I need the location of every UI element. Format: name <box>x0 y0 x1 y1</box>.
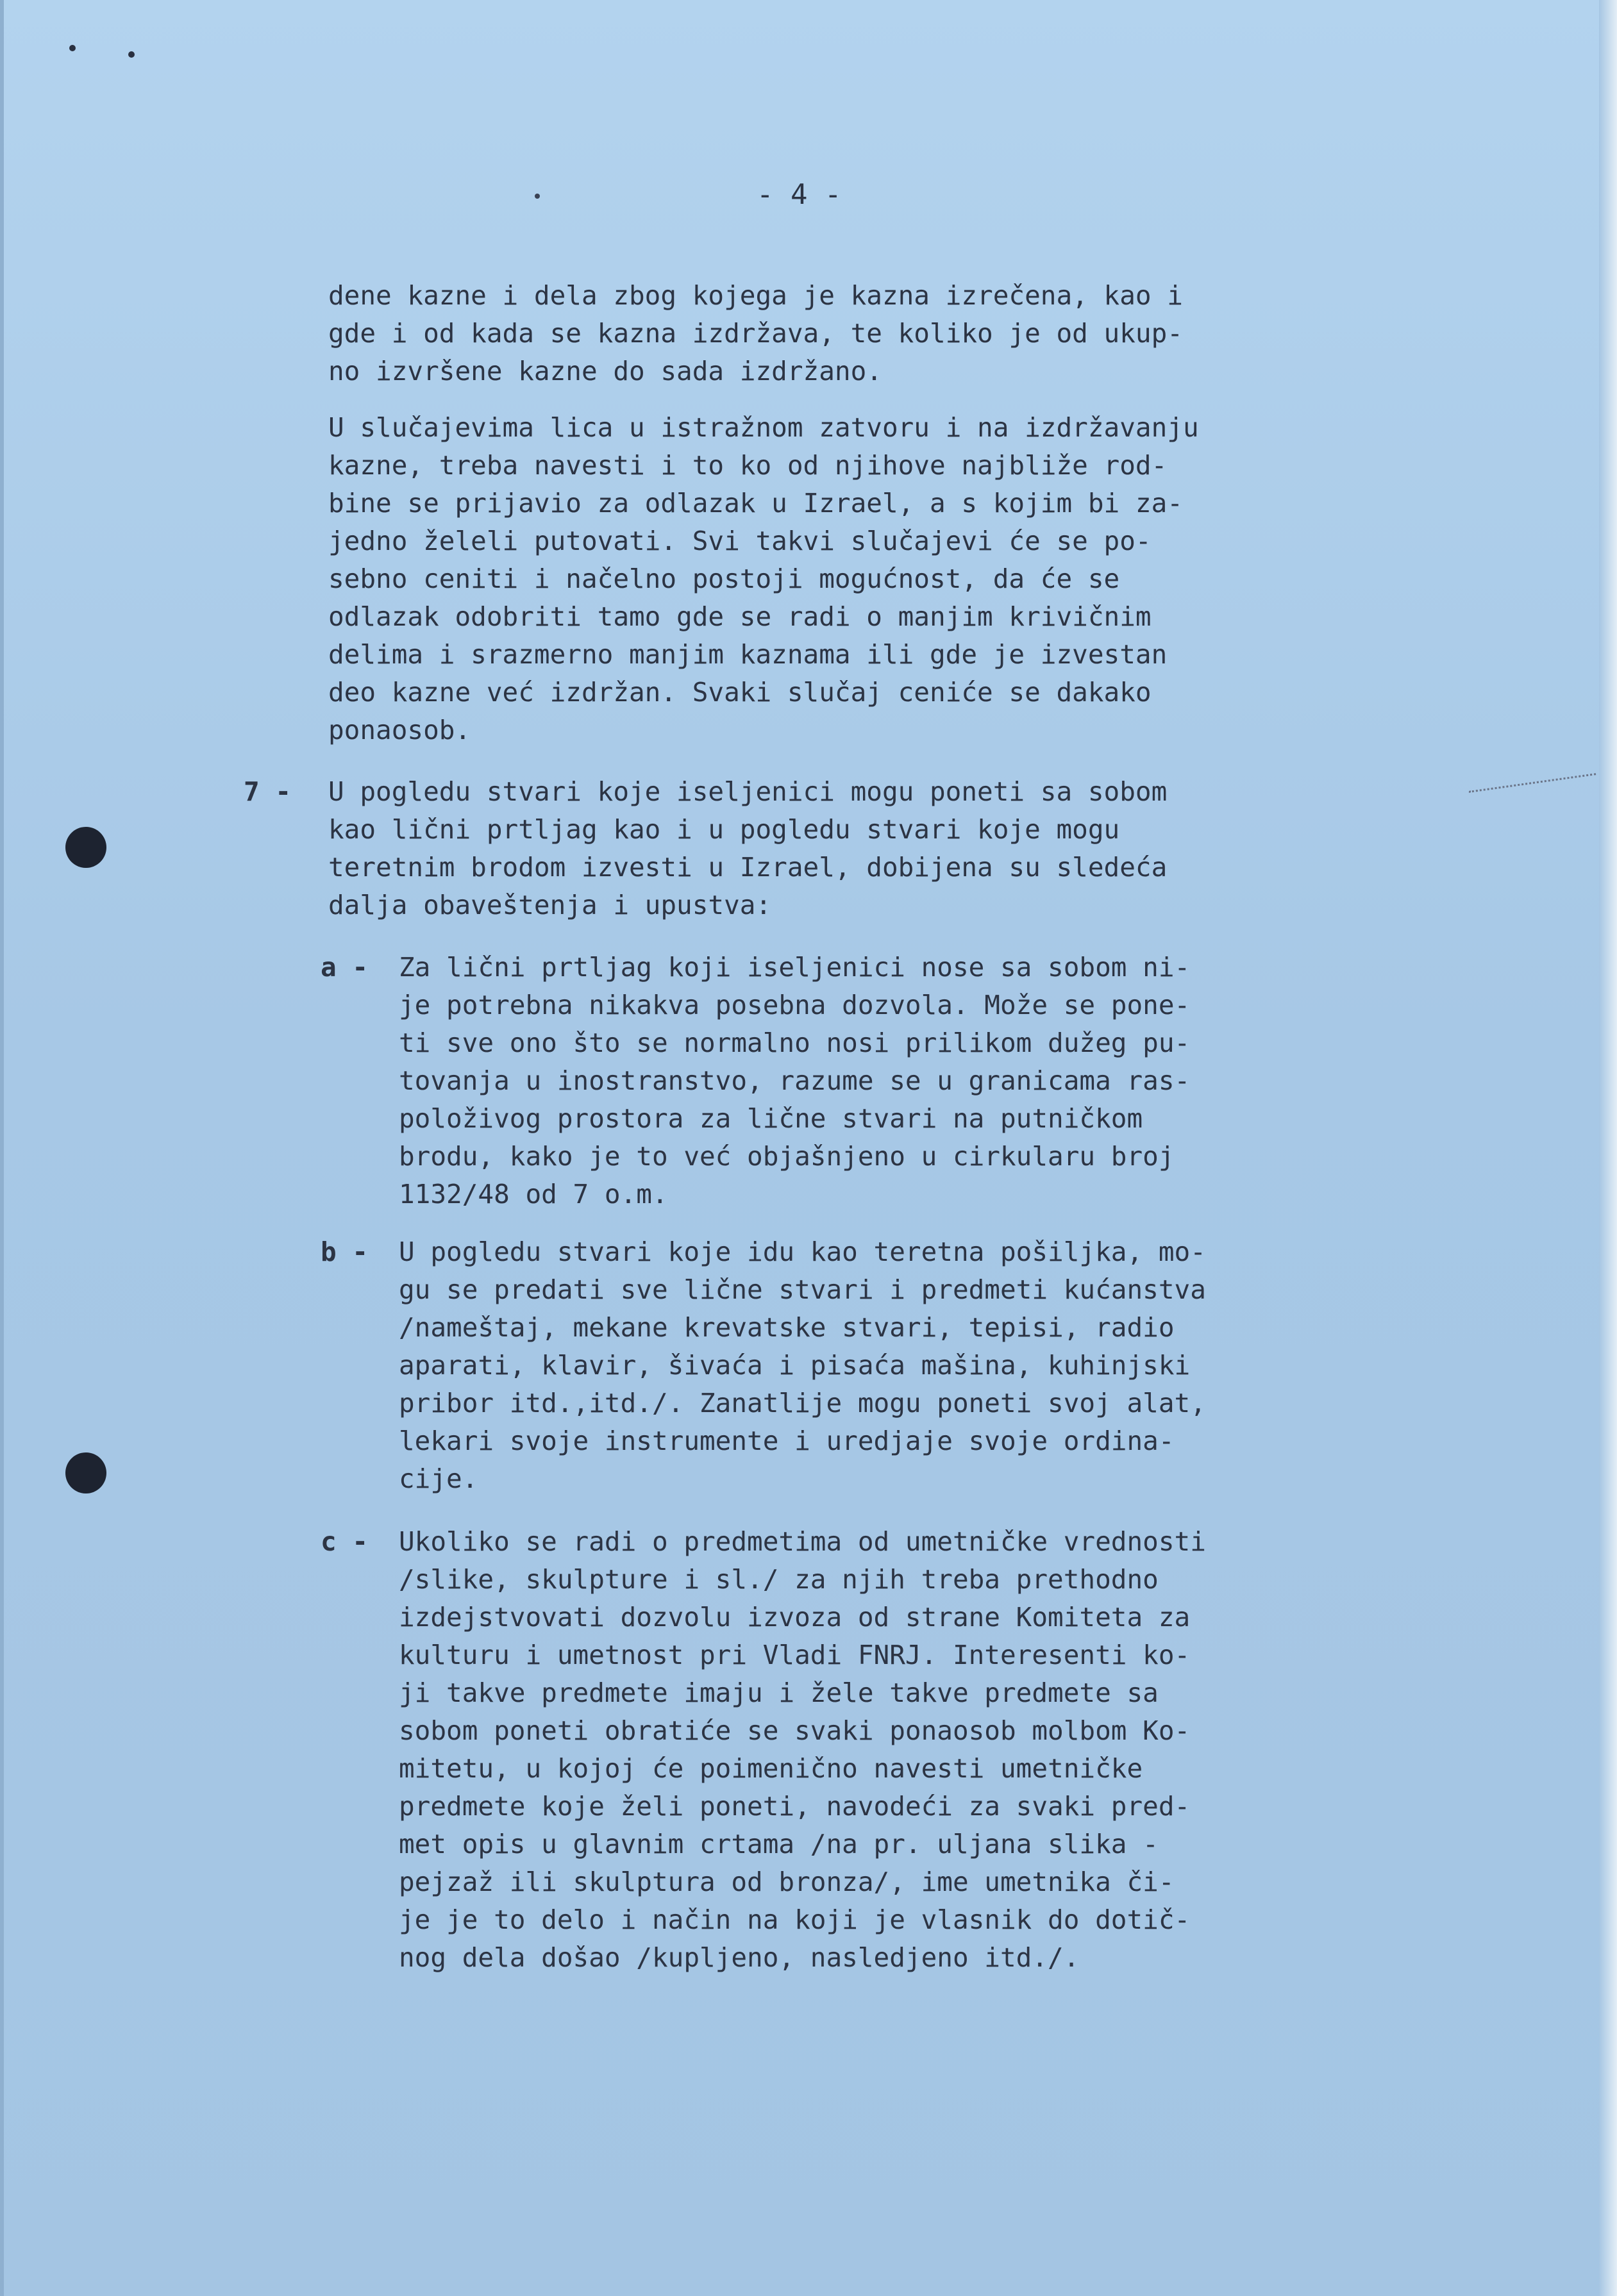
text-line: /nameštaj, mekane krevatske stvari, tepisi, radio <box>399 1312 1175 1343</box>
text-line: nog dela došao /kupljeno, nasledjeno itd./. <box>399 1942 1080 1973</box>
text-line: aparati, klavir, šivaća i pisaća mašina, kuhinjski <box>399 1350 1191 1381</box>
text-line: no izvršene kazne do sada izdržano. <box>328 356 882 387</box>
text-line: U slučajevima lica u istražnom zatvoru i na izdržavanju <box>328 412 1199 443</box>
text-line: dalja obaveštenja i upustva: <box>328 890 772 920</box>
text-line: odlazak odobriti tamo gde se radi o manjim krivičnim <box>328 601 1152 632</box>
punch-hole-top <box>65 827 106 868</box>
section-7-label: 7 - <box>244 776 292 807</box>
text-line: kao lični prtljag kao i u pogledu stvari koje mogu <box>328 814 1120 845</box>
text-line: ji takve predmete imaju i žele takve predmete sa <box>399 1677 1159 1708</box>
item-b-text <box>399 1233 1206 1498</box>
text-line: teretnim brodom izvesti u Izrael, dobijena su sledeća <box>328 852 1168 883</box>
page-number: - 4 - <box>757 178 842 211</box>
ink-speck <box>69 45 76 51</box>
text-line: kazne, treba navesti i to ko od njihove najbliže rod- <box>328 450 1168 481</box>
text-line: delima i srazmerno manjim kaznama ili gde je izvestan <box>328 639 1168 670</box>
cases-paragraph <box>328 409 1199 749</box>
item-c-text <box>399 1523 1206 1977</box>
text-line: predmete koje želi poneti, navodeći za svaki pred- <box>399 1791 1191 1822</box>
page-edge-right <box>1599 0 1617 2296</box>
text-line: gu se predati sve lične stvari i predmeti kućanstva <box>399 1274 1206 1305</box>
text-line: U pogledu stvari koje idu kao teretna pošiljka, mo- <box>399 1236 1206 1267</box>
item-a-text <box>399 949 1190 1213</box>
item-b-label: b - <box>321 1236 369 1267</box>
text-line: jedno želeli putovati. Svi takvi slučajevi će se po- <box>328 526 1152 556</box>
text-line: ti sve ono što se normalno nosi prilikom dužeg pu- <box>399 1027 1191 1058</box>
punch-hole-bottom <box>65 1452 106 1493</box>
stray-dot <box>535 194 540 199</box>
text-line: je potrebna nikakva posebna dozvola. Može se pone- <box>399 990 1191 1020</box>
text-line: Za lični prtljag koji iseljenici nose sa sobom ni- <box>399 952 1191 983</box>
text-line: Ukoliko se radi o predmetima od umetničke vrednosti <box>399 1526 1206 1557</box>
text-line: dene kazne i dela zbog kojega je kazna izrečena, kao i <box>328 280 1183 311</box>
text-line: sebno ceniti i načelno postoji mogućnost, da će se <box>328 563 1120 594</box>
text-line: je je to delo i način na koji je vlasnik do dotič- <box>399 1904 1191 1935</box>
text-line: met opis u glavnim crtama /na pr. uljana slika - <box>399 1829 1159 1859</box>
ink-speck <box>128 51 135 58</box>
text-line: položivog prostora za lične stvari na putničkom <box>399 1103 1143 1134</box>
text-line: U pogledu stvari koje iseljenici mogu poneti sa sobom <box>328 776 1168 807</box>
text-line: kulturu i umetnost pri Vladi FNRJ. Interesenti ko- <box>399 1640 1191 1670</box>
text-line: lekari svoje instrumente i uredjaje svoje ordina- <box>399 1426 1175 1456</box>
text-line: tovanja u inostranstvo, razume se u granicama ras- <box>399 1065 1191 1096</box>
text-line: gde i od kada se kazna izdržava, te koliko je od ukup- <box>328 318 1183 349</box>
text-line: pejzaž ili skulptura od bronza/, ime umetnika či- <box>399 1867 1175 1897</box>
text-line: deo kazne već izdržan. Svaki slučaj ceniće se dakako <box>328 677 1152 708</box>
item-a-label: a - <box>321 952 369 983</box>
text-line: cije. <box>399 1463 478 1494</box>
section-7-text <box>328 773 1167 924</box>
text-line: sobom poneti obratiće se svaki ponaosob molbom Ko- <box>399 1715 1191 1746</box>
text-line: pribor itd.,itd./. Zanatlije mogu poneti svoj alat, <box>399 1388 1206 1418</box>
text-line: 1132/48 od 7 o.m. <box>399 1179 668 1210</box>
item-c-label: c - <box>321 1526 369 1557</box>
margin-pencil-mark <box>1469 773 1596 793</box>
text-line: brodu, kako je to već objašnjeno u cirkularu broj <box>399 1141 1175 1172</box>
text-line: bine se prijavio za odlazak u Izrael, a s kojim bi za- <box>328 488 1183 519</box>
text-line: ponaosob. <box>328 715 471 745</box>
text-line: izdejstvovati dozvolu izvoza od strane Komiteta za <box>399 1602 1191 1633</box>
page-edge-left <box>0 0 4 2296</box>
text-line: mitetu, u kojoj će poimenično navesti umetničke <box>399 1753 1143 1784</box>
text-line: /slike, skulpture i sl./ za njih treba prethodno <box>399 1564 1159 1595</box>
intro-paragraph <box>328 277 1183 390</box>
